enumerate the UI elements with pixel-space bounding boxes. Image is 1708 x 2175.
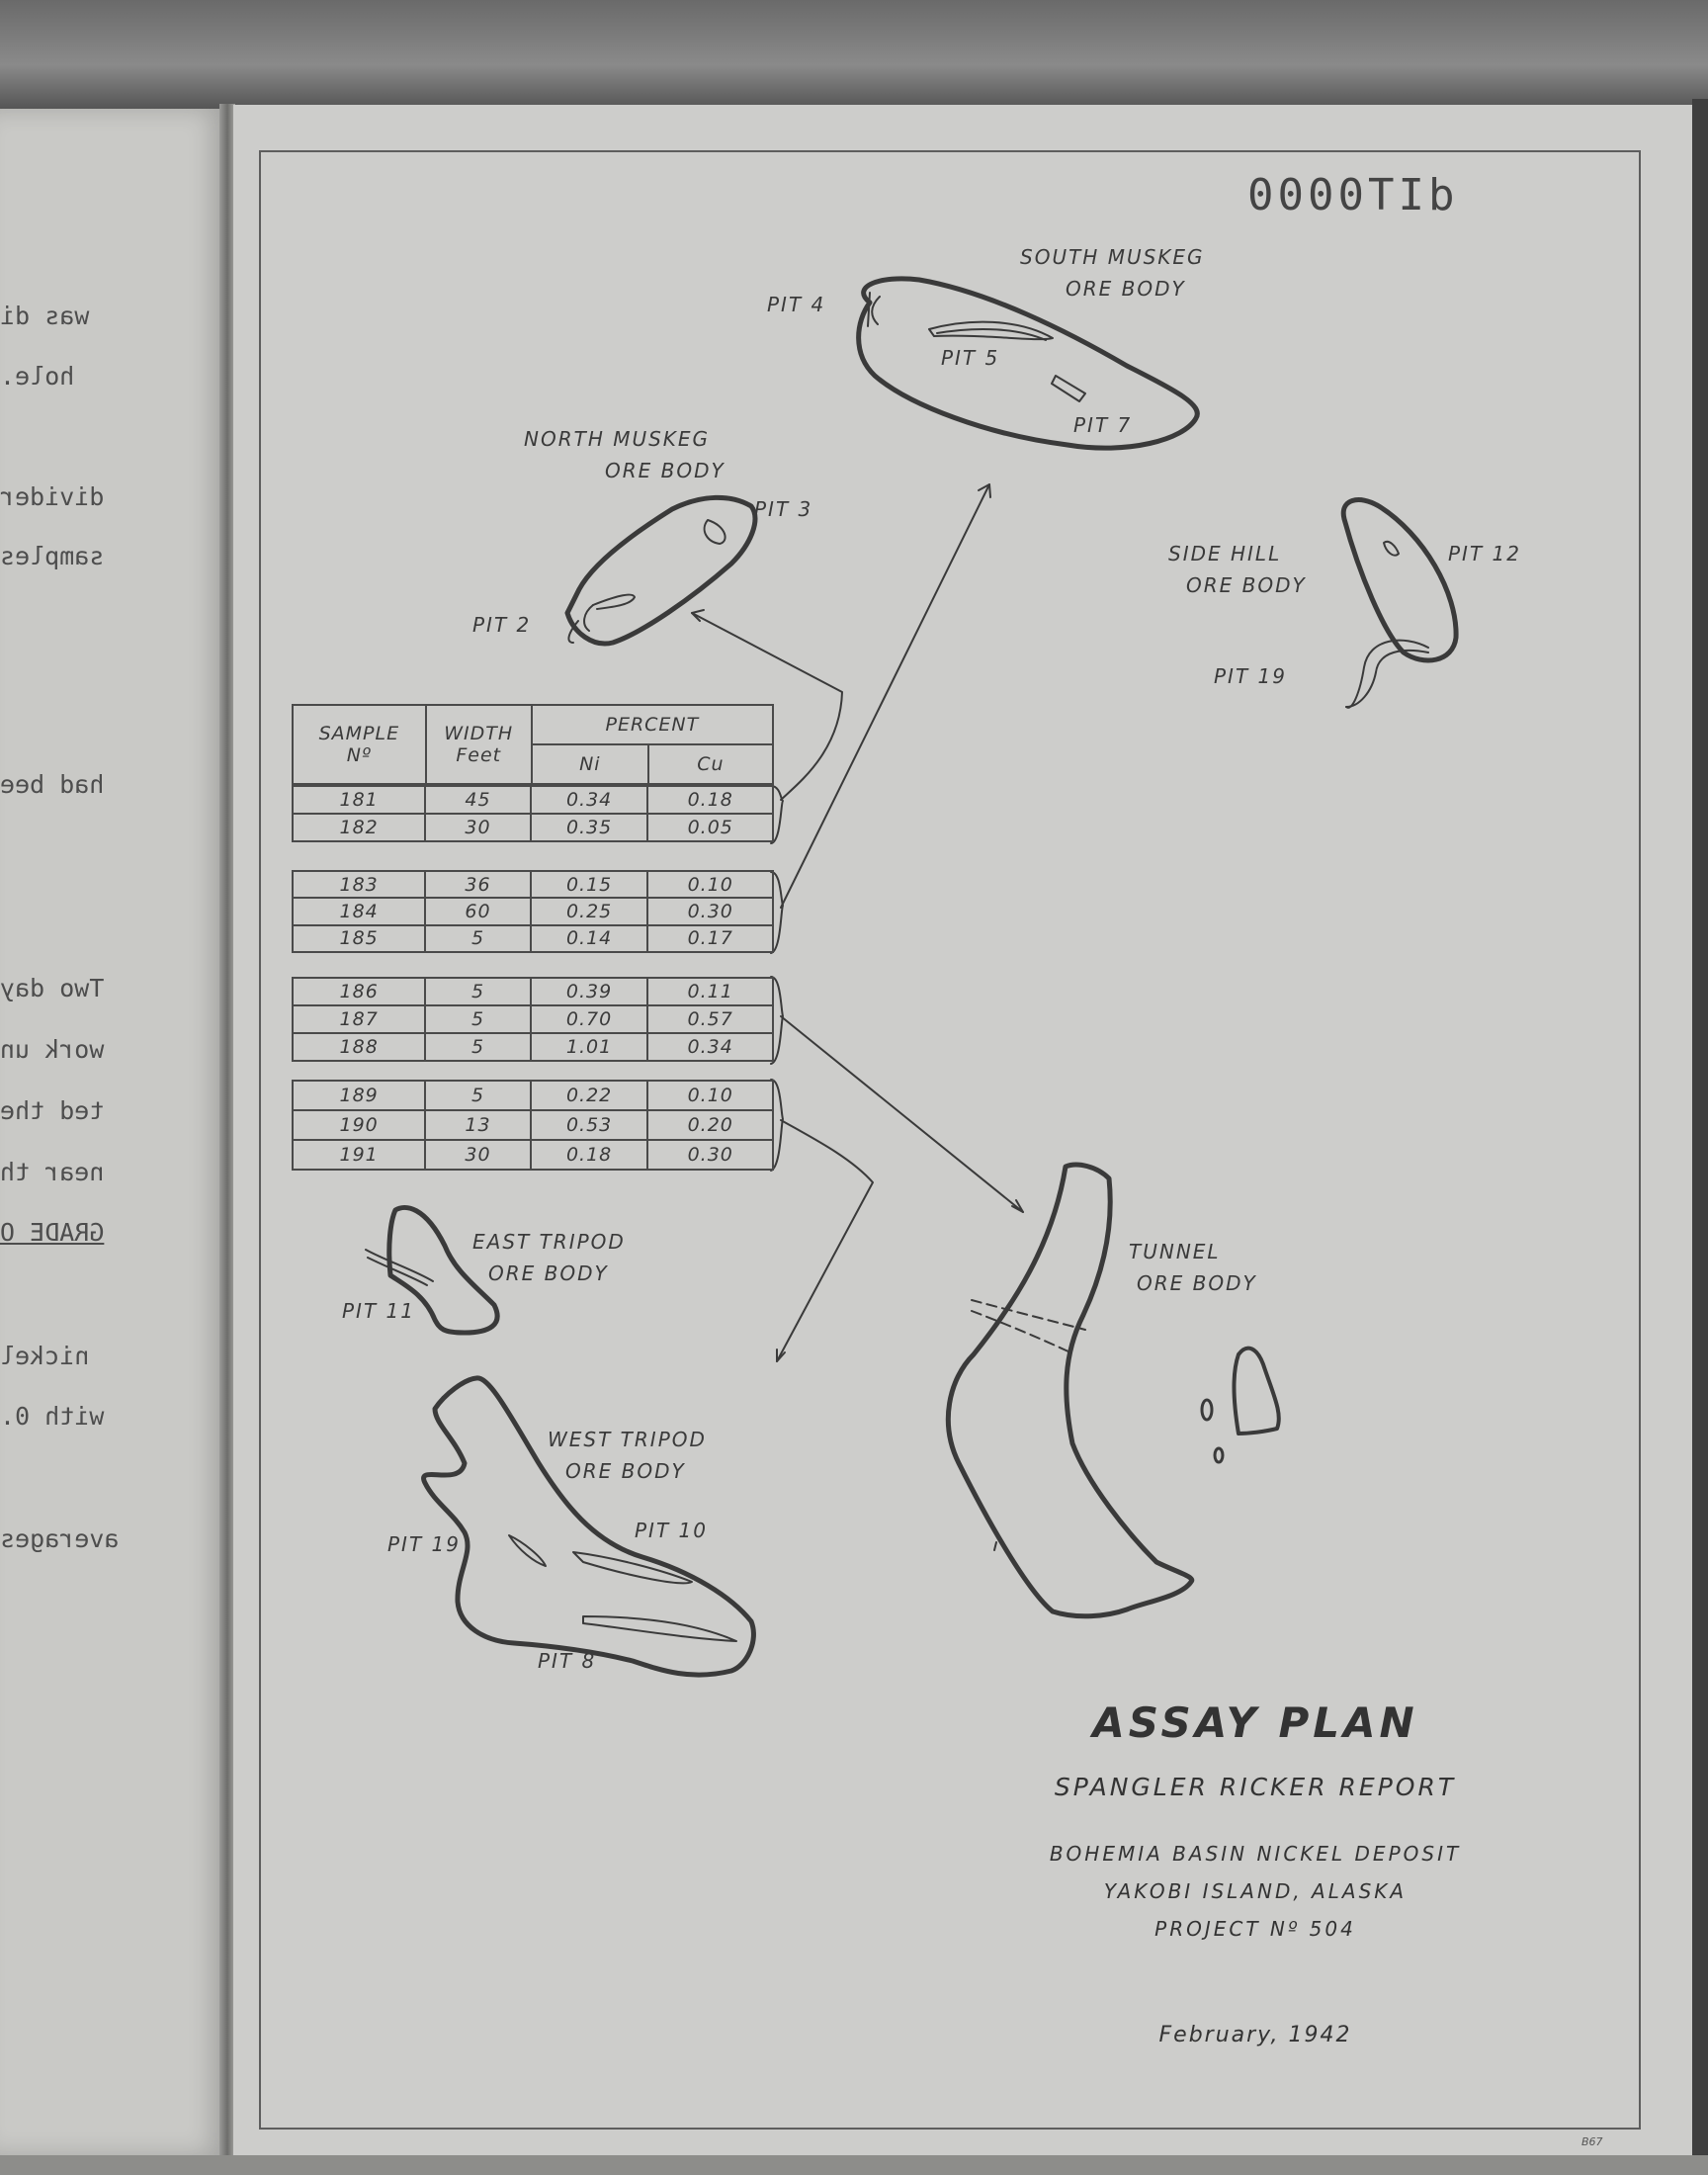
south-muskeg-sub-label: ORE BODY <box>1066 277 1186 301</box>
table-cell: 184 <box>293 898 425 924</box>
table-cell: 189 <box>293 1081 425 1110</box>
table-cell: 0.25 <box>531 898 648 924</box>
pit-11-label: PIT 11 <box>342 1299 415 1323</box>
cu-header: Cu <box>648 744 773 784</box>
left-line: ted the <box>0 1096 105 1125</box>
side-hill-ore-body <box>1343 500 1456 708</box>
assay-group-1 <box>292 785 774 842</box>
title-report-name: SPANGLER RICKER REPORT <box>1054 1773 1457 1801</box>
table-cell: 190 <box>293 1110 425 1140</box>
table-cell: 0.30 <box>647 1140 773 1170</box>
title-block <box>949 1698 1562 2054</box>
title-project: PROJECT Nº 504 <box>1154 1917 1356 1941</box>
table-cell: 0.30 <box>647 898 773 924</box>
left-line: had bee <box>0 770 105 799</box>
table-cell: 36 <box>425 871 531 898</box>
assay-group-2 <box>292 870 774 953</box>
table-cell: 5 <box>425 978 530 1005</box>
tunnel-ore-body <box>948 1165 1278 1616</box>
west-tripod-label: WEST TRIPOD <box>548 1428 707 1451</box>
assay-group-4 <box>292 1080 774 1171</box>
table-cell: 0.53 <box>531 1110 648 1140</box>
assay-group-3 <box>292 977 774 1062</box>
table-cell: 5 <box>425 925 531 952</box>
table-cell: 0.70 <box>531 1005 648 1033</box>
table-cell: 0.18 <box>531 1140 648 1170</box>
table-cell: 188 <box>293 1033 425 1061</box>
left-line: samples <box>0 542 105 570</box>
title-deposit: BOHEMIA BASIN NICKEL DEPOSIT <box>1049 1842 1462 1866</box>
title-date: February, 1942 <box>1158 2023 1352 2047</box>
pit-12-label: PIT 12 <box>1448 542 1521 566</box>
table-cell: 45 <box>425 786 531 814</box>
table-cell: 0.17 <box>647 925 773 952</box>
assay-table-header <box>292 704 774 785</box>
title-assay-plan: ASSAY PLAN <box>1092 1698 1418 1747</box>
left-line: work un <box>0 1035 105 1064</box>
north-muskeg-sub-label: ORE BODY <box>605 459 726 482</box>
table-cell: 186 <box>293 978 425 1005</box>
pit-19-side-hill-label: PIT 19 <box>1214 664 1287 688</box>
table-cell: 0.57 <box>647 1005 773 1033</box>
percent-header: PERCENT <box>532 705 773 744</box>
table-cell: 181 <box>293 786 425 814</box>
pit-2-label: PIT 2 <box>472 613 532 637</box>
tunnel-label: TUNNEL <box>1129 1240 1221 1263</box>
pit-4-label: PIT 4 <box>767 293 826 316</box>
table-cell: 30 <box>425 1140 531 1170</box>
corner-mark: B67 <box>1581 2135 1603 2148</box>
pit-5-label: PIT 5 <box>941 346 1000 370</box>
left-line: with 0. <box>0 1402 105 1431</box>
table-cell: 0.34 <box>531 786 648 814</box>
table-cell: 0.05 <box>647 814 773 841</box>
title-location: YAKOBI ISLAND, ALASKA <box>1103 1879 1408 1903</box>
table-cell: 0.14 <box>531 925 648 952</box>
pit-19-west-tripod-label: PIT 19 <box>387 1532 461 1556</box>
table-cell: 0.35 <box>531 814 648 841</box>
table-cell: 183 <box>293 871 425 898</box>
table-cell: 185 <box>293 925 425 952</box>
table-cell: 30 <box>425 814 531 841</box>
left-line: was di <box>0 302 90 330</box>
left-line: hole. <box>0 362 75 391</box>
west-tripod-sub-label: ORE BODY <box>565 1459 686 1483</box>
table-cell: 0.34 <box>647 1033 773 1061</box>
table-cell: 0.18 <box>647 786 773 814</box>
table-cell: 0.39 <box>531 978 648 1005</box>
table-cell: 0.20 <box>647 1110 773 1140</box>
north-muskeg-ore-body <box>567 497 755 644</box>
side-hill-label: SIDE HILL <box>1168 542 1282 566</box>
left-line: averages <box>0 1524 120 1553</box>
table-cell: 1.01 <box>531 1033 648 1061</box>
east-tripod-sub-label: ORE BODY <box>488 1262 609 1285</box>
pit-10-label: PIT 10 <box>635 1519 708 1542</box>
table-cell: 5 <box>425 1005 530 1033</box>
table-cell: 13 <box>425 1110 531 1140</box>
table-cell: 0.11 <box>647 978 773 1005</box>
pit-7-label: PIT 7 <box>1073 413 1133 437</box>
table-cell: 0.15 <box>531 871 648 898</box>
document-number: 0000TIb <box>1247 170 1459 220</box>
east-tripod-label: EAST TRIPOD <box>472 1230 626 1254</box>
table-cell: 191 <box>293 1140 425 1170</box>
ni-header: Ni <box>532 744 648 784</box>
left-line: near th <box>0 1158 105 1186</box>
pit-8-label: PIT 8 <box>538 1649 597 1673</box>
pit-3-label: PIT 3 <box>754 497 813 521</box>
left-line: GRADE O <box>0 1218 105 1247</box>
table-cell: 5 <box>425 1033 530 1061</box>
table-cell: 5 <box>425 1081 531 1110</box>
table-cell: 187 <box>293 1005 425 1033</box>
side-hill-sub-label: ORE BODY <box>1186 573 1307 597</box>
table-cell: 0.10 <box>647 871 773 898</box>
table-cell: 0.10 <box>647 1081 773 1110</box>
table-cell: 182 <box>293 814 425 841</box>
left-line: nickel <box>0 1342 90 1370</box>
tunnel-sub-label: ORE BODY <box>1137 1271 1257 1295</box>
south-muskeg-ore-body <box>859 279 1198 448</box>
north-muskeg-label: NORTH MUSKEG <box>524 427 711 451</box>
width-header: WIDTH Feet <box>426 705 532 784</box>
left-line: Two day <box>0 974 105 1002</box>
sample-header: SAMPLE Nº <box>293 705 426 784</box>
table-cell: 60 <box>425 898 531 924</box>
table-cell: 0.22 <box>531 1081 648 1110</box>
left-line: divider <box>0 482 105 511</box>
south-muskeg-label: SOUTH MUSKEG <box>1020 245 1205 269</box>
